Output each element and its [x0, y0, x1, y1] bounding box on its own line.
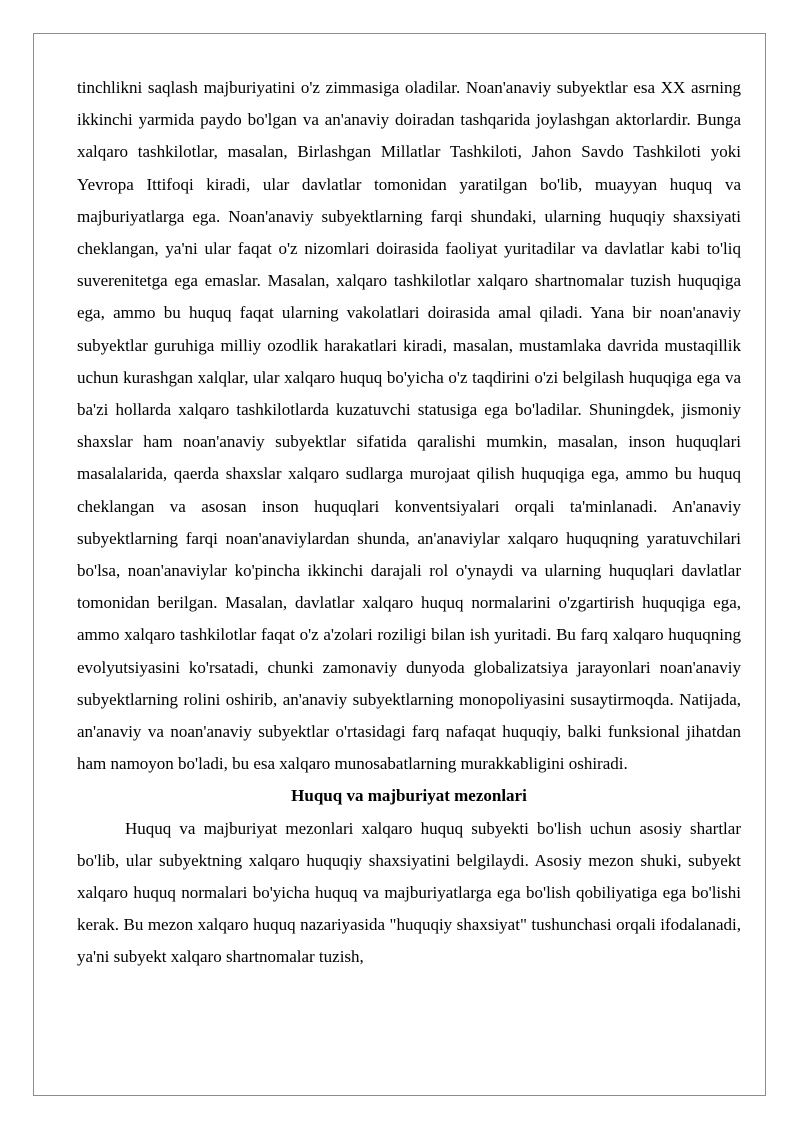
body-paragraph-1: tinchlikni saqlash majburiyatini o'z zimmasiga oladilar. Noan'anaviy subyektlar esa XX asrning ikkinchi yarmida paydo bo'lgan va an'anaviy doiradan tashqarida joylashgan aktorlardir. Bunga xalqaro tashkilotlar, masalan, Birlashgan Millatlar Tashkiloti, Jahon Savdo Tashkiloti yoki Yevropa Ittifoqi kiradi, ular davlatlar tomonidan yaratilgan bo'lib, muayyan huquq va majburiyatlarga ega. Noan'anaviy subyektlarning farqi shundaki, ularning huquqiy shaxsiyati cheklangan, ya'ni ular faqat o'z nizomlari doirasida faoliyat yuritadilar va davlatlar kabi to'liq suverenitetga ega emaslar. Masalan, xalqaro tashkilotlar xalqaro shartnomalar tuzish huquqiga ega, ammo bu huquq faqat ularning vakolatlari doirasida amal qiladi. Yana bir noan'anaviy subyektlar guruhiga milliy ozodlik harakatlari kiradi, masalan, mustamlaka davrida mustaqillik uchun kurashgan xalqlar, ular xalqaro huquq bo'yicha o'z taqdirini o'zi belgilash huquqiga ega va ba'zi hollarda xalqaro tashkilotlarda kuzatuvchi statusiga ega bo'ladilar. Shuningdek, jismoniy shaxslar ham noan'anaviy subyektlar sifatida qaralishi mumkin, masalan, inson huquqlari masalalarida, qaerda shaxslar xalqaro sudlarga murojaat qilish huquqiga ega, ammo bu huquq cheklangan va asosan inson huquqlari konventsiyalari orqali ta'minlanadi. An'anaviy subyektlarning farqi noan'anaviylardan shunda, an'anaviylar xalqaro huquqning yaratuvchilari bo'lsa, noan'anaviylar ko'pincha ikkinchi darajali rol o'ynaydi va ularning huquqlari davlatlar tomonidan berilgan. Masalan, davlatlar xalqaro huquq normalarini o'zgartirish huquqiga ega, ammo xalqaro tashkilotlar faqat o'z a'zolari roziligi bilan ish yuritadi. Bu farq xalqaro huquqning evolyutsiyasini ko'rsatadi, chunki zamonaviy dunyoda globalizatsiya jarayonlari noan'anaviy subyektlarning rolini oshirib, an'anaviy subyektlarning monopoliyasini susaytirmoqda. Natijada, an'anaviy va noan'anaviy subyektlar o'rtasidagi farq nafaqat huquqiy, balki funksional jihatdan ham namoyon bo'ladi, bu esa xalqaro munosabatlarning murakkabligini oshiradi. [77, 78, 741, 774]
document-body [77, 72, 741, 974]
section-heading: Huquq va majburiyat mezonlari [291, 786, 527, 806]
body-paragraph-2: Huquq va majburiyat mezonlari xalqaro huquq subyekti bo'lish uchun asosiy shartlar bo'lib, ular subyektning xalqaro huquqiy shaxsiyatini belgilaydi. Asosiy mezon shuki, subyekt xalqaro huquq normalari bo'yicha huquq va majburiyatlarga ega bo'lish qobiliyatiga ega bo'lishi kerak. Bu mezon xalqaro huquq nazariyasida "huquqiy shaxsiyat" tushunchasi orqali ifodalanadi, ya'ni subyekt xalqaro shartnomalar tuzish, [77, 818, 741, 967]
